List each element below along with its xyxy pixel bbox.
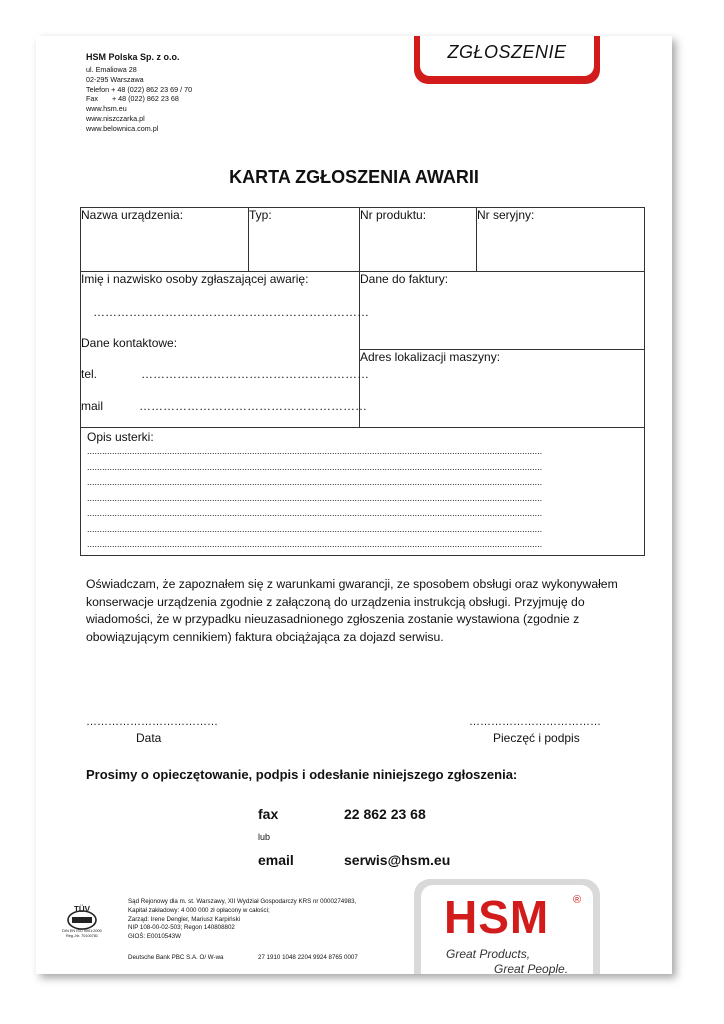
tuv-cert-icon [66, 902, 98, 932]
invoice-label: Dane do faktury: [360, 272, 449, 286]
legal-line: GIOŚ: E0010543W [128, 933, 181, 941]
email-value[interactable]: serwis@hsm.eu [344, 852, 451, 868]
address-line: www.belownica.com.pl [86, 123, 159, 133]
fault-line: ...................................................................................................................................................................................... [87, 539, 543, 549]
fault-line: ...................................................................................................................................................................................... [87, 508, 543, 518]
fax-label: fax [258, 806, 279, 822]
reporter-dots: …………………………………………………………… [93, 305, 369, 319]
tuv-cert-text [62, 929, 102, 939]
address-line: Fax + 48 (022) 862 23 68 [86, 94, 179, 104]
fax-value: 22 862 23 68 [344, 806, 426, 822]
or-label: lub [258, 832, 271, 842]
tuv-logo-text: TÜV [74, 905, 90, 914]
location-label: Adres lokalizacji maszyny: [360, 350, 501, 364]
serial-no-cell[interactable] [477, 208, 645, 272]
tab-title: ZGŁOSZENIE [447, 42, 567, 62]
report-form-table [80, 207, 645, 556]
form-sheet [36, 36, 672, 974]
slogan-line-2: Great People. [494, 962, 569, 976]
legal-line: Kapitał zakładowy: 4 000 000 zł opłacony w całości; [128, 906, 270, 914]
declaration-text: Oświadczam, że zapoznałem się z warunkami gwarancji, ze sposobem obsługi oraz wykonywałem konserwacje urządzenia zgodnie z załączoną do urządzenia instrukcją obsługi. Przyjmuję do wiadomości, że w przypadku nieuzasadnionego zgłoszenia zostanie wystawiona (zgodnie z obowiązującym cennikiem) faktura obciążająca za dojazd serwisu. [86, 577, 618, 644]
legal-line: Zarząd: Irene Dengler, Mariusz Karpiński [128, 915, 241, 923]
date-label: Data [136, 731, 162, 745]
tel-dots: ………………………………………………… [141, 367, 369, 381]
device-name-cell[interactable] [81, 208, 249, 272]
address-line: www.niszczarka.pl [86, 113, 145, 123]
stamp-dots: ……………………………… [469, 716, 601, 728]
fault-line: ...................................................................................................................................................................................... [87, 492, 543, 503]
fault-line: ...................................................................................................................................................................................... [87, 523, 543, 534]
invoice-cell[interactable] [360, 272, 645, 350]
product-no-label: Nr produktu: [360, 208, 427, 222]
legal-line: Sąd Rejonowy dla m. st. Warszawy, XII Wydział Gospodarczy KRS nr 0000274983, [128, 898, 357, 905]
fault-line: ...................................................................................................................................................................................... [87, 446, 543, 456]
contact-label: Dane kontaktowe: [81, 336, 178, 350]
page-title: KARTA ZGŁOSZENIA AWARII [229, 167, 479, 187]
fault-line: ...................................................................................................................................................................................... [87, 461, 543, 472]
type-label: Typ: [249, 208, 272, 222]
company-name: HSM Polska Sp. z o.o. [86, 52, 180, 62]
tuv-line: Reg.-Nr. 70100781 [65, 934, 99, 938]
mail-dots: ………………………………………………… [139, 399, 367, 413]
mail-label: mail [81, 399, 104, 413]
legal-line: NIP 108-00-02-503; Regon 140808802 [128, 924, 235, 932]
reporter-label: Imię i nazwisko osoby zgłaszającej awarię: [81, 272, 309, 286]
serial-no-label: Nr seryjny: [477, 208, 535, 222]
address-line: Telefon + 48 (022) 862 23 69 / 70 [86, 84, 193, 94]
tuv-line: DIN EN ISO 9001:2000 [62, 929, 102, 933]
bank-account: 27 1910 1048 2204 9924 8765 0007 [258, 954, 358, 961]
product-no-cell[interactable] [360, 208, 477, 272]
address-line: www.hsm.eu [86, 104, 127, 114]
legal-info [128, 898, 356, 942]
fault-line: ...................................................................................................................................................................................... [87, 477, 543, 487]
hsm-logo: HSM [444, 891, 550, 943]
tel-label: tel. [81, 367, 98, 381]
instruction-text: Prosimy o opieczętowanie, podpis i odesłanie niniejszego zgłoszenia: [86, 767, 518, 782]
email-label: email [258, 852, 294, 868]
address-line: 02-295 Warszawa [86, 74, 144, 84]
address-line: ul. Emaliowa 28 [86, 65, 137, 74]
fault-label: Opis usterki: [87, 430, 154, 444]
device-name-label: Nazwa urządzenia: [81, 208, 184, 222]
date-dots: ……………………………… [86, 716, 218, 728]
registered-mark: ® [573, 894, 582, 906]
slogan-line-1: Great Products, [446, 947, 531, 961]
reporter-cell[interactable] [81, 272, 369, 428]
bank-name: Deutsche Bank PBC S.A. O/ W-wa [128, 954, 224, 961]
company-address [86, 65, 192, 134]
type-cell[interactable] [249, 208, 360, 272]
location-cell[interactable] [360, 350, 645, 428]
stamp-label: Pieczęć i podpis [493, 731, 580, 745]
fault-cell[interactable] [81, 428, 645, 556]
